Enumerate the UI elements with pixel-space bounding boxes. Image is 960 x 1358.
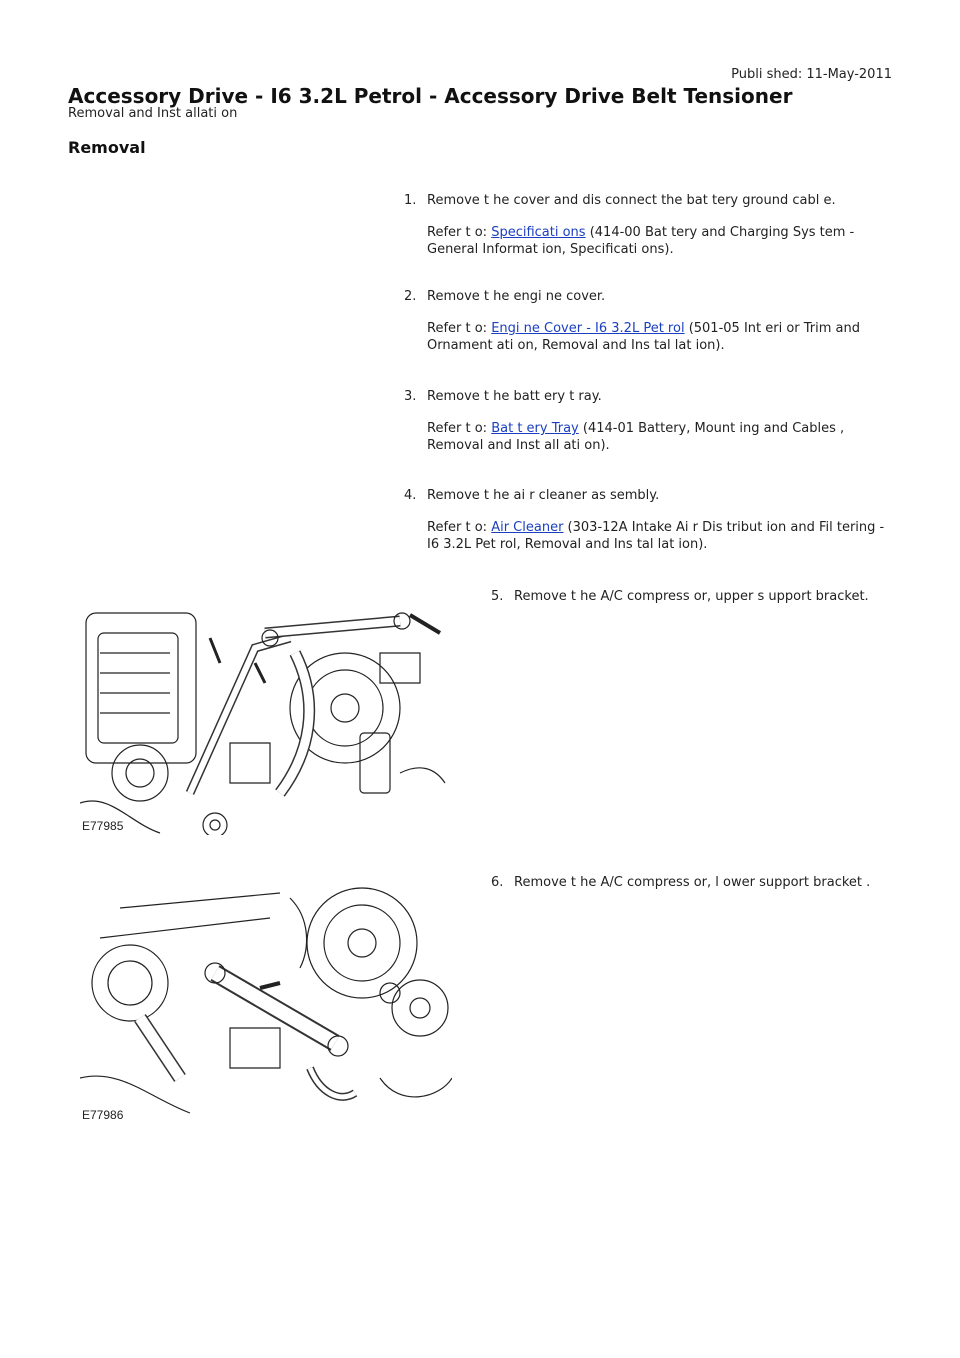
refer-to-label: Refer t o: (427, 321, 492, 336)
step-number: 4. (404, 488, 417, 503)
step-text: Remove t he ai r cleaner as sembly. (427, 488, 660, 503)
link-battery-tray[interactable]: Bat t ery Tray (491, 421, 579, 436)
step-text: Remove t he engi ne cover. (427, 289, 606, 304)
figure-upper-bracket (80, 593, 452, 835)
page-title: Accessory Drive - I6 3.2L Petrol - Accessory Drive Belt Tensioner (68, 84, 793, 108)
figure-code: E77985 (82, 819, 124, 833)
step-number: 5. (491, 589, 504, 604)
refer-to-label: Refer t o: (427, 421, 492, 436)
figure-code: E77986 (82, 1108, 124, 1122)
page-subtitle: Removal and Inst allati on (68, 106, 238, 121)
refer-to-label: Refer t o: (427, 520, 492, 535)
step-number: 1. (404, 193, 417, 208)
reference-detail: (303-12A Intake Ai r Dis tribut ion and Fil tering - I6 3.2L Pet rol, Removal and Ins tal lat ion). (427, 520, 885, 552)
step-text: Remove t he A/C compress or, l ower support bracket . (514, 875, 871, 890)
link-engine-cover[interactable]: Engi ne Cover - I6 3.2L Pet rol (491, 321, 685, 336)
section-heading: Removal (68, 138, 146, 157)
reference-detail: (414-00 Bat tery and Charging Sys tem - General Informat ion, Specificati ons). (427, 225, 855, 257)
refer-to-label: Refer t o: (427, 225, 492, 240)
step-text: Remove t he cover and dis connect the bat tery ground cabl e. (427, 193, 836, 208)
published-date: Publi shed: 11-May-2011 (731, 67, 892, 82)
engine-illustration-upper (80, 593, 452, 835)
step-reference (427, 320, 894, 354)
link-air-cleaner[interactable]: Air Cleaner (491, 520, 564, 535)
step-number: 3. (404, 389, 417, 404)
step-reference (427, 420, 894, 454)
reference-detail: (501-05 Int eri or Trim and Ornament ati on, Removal and Ins tal lat ion). (427, 321, 861, 353)
engine-illustration-lower (80, 878, 452, 1124)
step-text: Remove t he batt ery t ray. (427, 389, 602, 404)
figure-lower-bracket (80, 878, 452, 1124)
step-text: Remove t he A/C compress or, upper s upport bracket. (514, 589, 869, 604)
step-reference (427, 519, 894, 553)
step-number: 6. (491, 875, 504, 890)
step-reference (427, 224, 894, 258)
step-number: 2. (404, 289, 417, 304)
link-specifications[interactable]: Specificati ons (491, 225, 586, 240)
reference-detail: (414-01 Battery, Mount ing and Cables , Removal and Inst all ati on). (427, 421, 845, 453)
